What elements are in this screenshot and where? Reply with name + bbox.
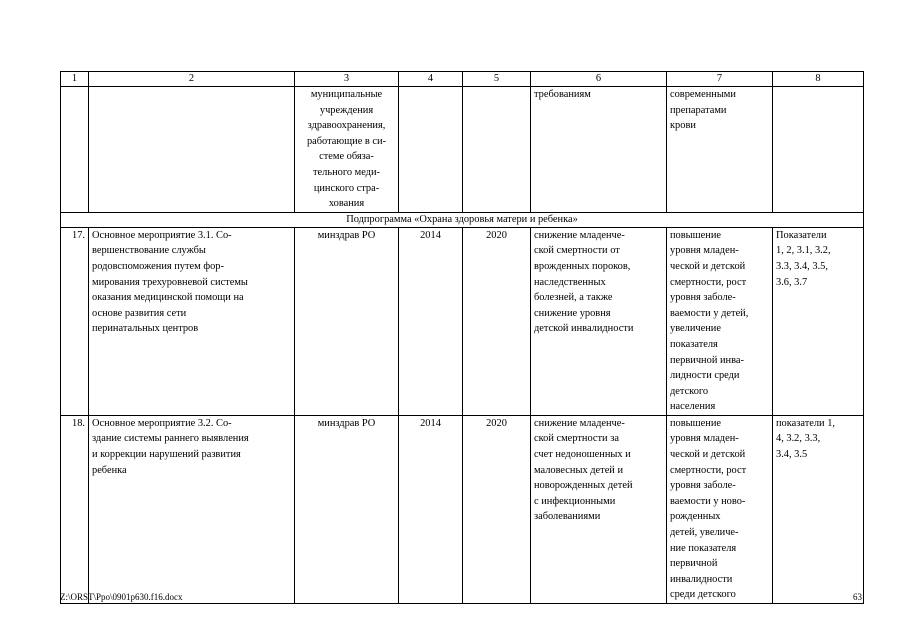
continuation-row <box>61 87 864 213</box>
measure-name: Основное мероприятие 3.1. Со- вершенствование службы родовспоможения путем фор- мирования трехуровневой системы оказания медицинской помощи на основе развития сети перинатальных центров <box>89 227 295 415</box>
header-cell-6: 6 <box>531 72 667 87</box>
end-year: 2020 <box>463 415 531 603</box>
header-cell-2: 2 <box>89 72 295 87</box>
indicators: Показатели 1, 2, 3.1, 3.2, 3.3, 3.4, 3.5, 3.6, 3.7 <box>773 227 864 415</box>
header-cell-4: 4 <box>399 72 463 87</box>
column-number-row <box>61 72 864 87</box>
expected-result: снижение младенче- ской смертности от врожденных пороков, наследственных болезней, а также снижение уровня детской инвалидности <box>531 227 667 415</box>
continuation-consequences-cell: современными препаратами крови <box>667 87 773 213</box>
table-row <box>61 415 864 603</box>
subprogram-row <box>61 212 864 227</box>
end-year: 2020 <box>463 227 531 415</box>
table-row <box>61 227 864 415</box>
continuation-name-cell <box>89 87 295 213</box>
continuation-end-cell <box>463 87 531 213</box>
header-cell-1: 1 <box>61 72 89 87</box>
header-cell-3: 3 <box>295 72 399 87</box>
row-number: 17. <box>61 227 89 415</box>
consequences: повышение уровня младен- ческой и детской смертности, рост уровня заболе- ваемости у детей, увеличение показателя первичной инва- лидности среди детского населения <box>667 227 773 415</box>
subprogram-title: Подпрограмма «Охрана здоровья матери и ребенка» <box>61 212 864 227</box>
start-year: 2014 <box>399 415 463 603</box>
continuation-start-cell <box>399 87 463 213</box>
continuation-executor-cell: муниципальные учреждения здравоохранения, работающие в си- стеме обяза- тельного меди- цинского стра- хования <box>295 87 399 213</box>
footer-file-path: Z:\ORST\Ppo\0901p630.f16.docx <box>60 592 183 602</box>
expected-result: снижение младенче- ской смертности за счет недоношенных и маловесных детей и новорожденных детей с инфекционными заболеваниями <box>531 415 667 603</box>
indicators: показатели 1, 4, 3.2, 3.3, 3.4, 3.5 <box>773 415 864 603</box>
row-number: 18. <box>61 415 89 603</box>
executor: минздрав РО <box>295 227 399 415</box>
header-cell-8: 8 <box>773 72 864 87</box>
page-number: 63 <box>853 592 862 602</box>
measures-table <box>60 71 864 604</box>
header-cell-5: 5 <box>463 72 531 87</box>
header-cell-7: 7 <box>667 72 773 87</box>
continuation-num-cell <box>61 87 89 213</box>
continuation-indicators-cell <box>773 87 864 213</box>
continuation-result-cell: требованиям <box>531 87 667 213</box>
measure-name: Основное мероприятие 3.2. Со- здание системы раннего выявления и коррекции нарушений развития ребенка <box>89 415 295 603</box>
executor: минздрав РО <box>295 415 399 603</box>
consequences: повышение уровня младен- ческой и детской смертности, рост уровня заболе- ваемости у ново- рожденных детей, увеличе- ние показателя первичной инвалидности среди детского <box>667 415 773 603</box>
start-year: 2014 <box>399 227 463 415</box>
